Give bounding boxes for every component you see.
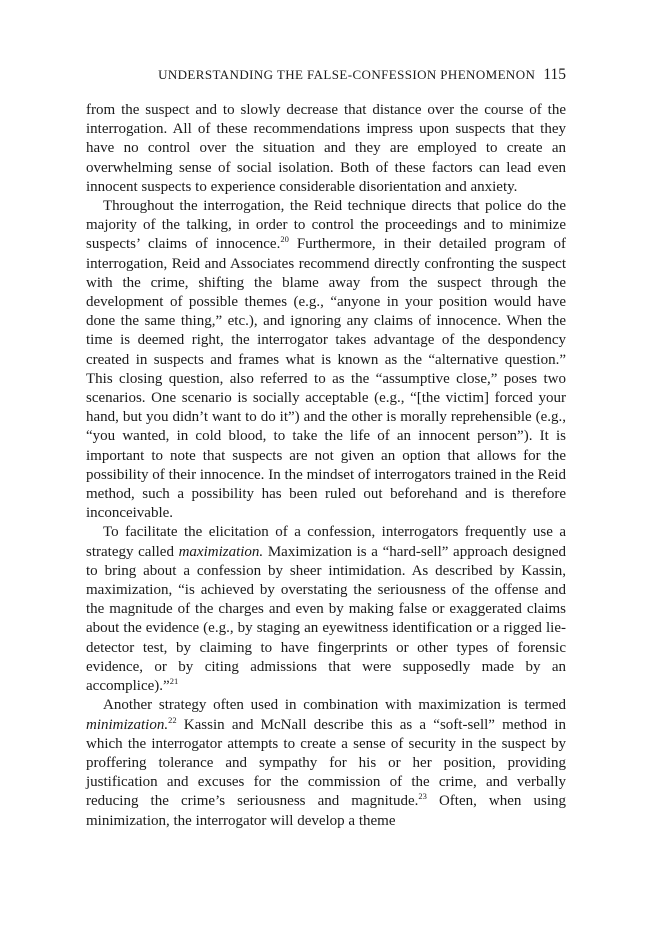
emphasis-term: maximization. [178,543,264,560]
paragraph-continued [86,101,566,197]
paragraph-reid-technique [86,197,566,523]
footnote-ref-22: 22 [168,714,177,725]
footnote-ref-21: 21 [169,676,179,687]
paragraph-text: Maximization is a “hard-sell” approach designed to bring about a confession by sheer intimidation. As described by Kassin, maximization, “is achieved by overstating the seriousness of the offense and the magnitude of the charges and even by making false or exaggerated claims about the evidence (e.g., by staging an eyewitness identification or a rigged lie-detector test, by claiming to have fingerprints or other types of forensic evidence, or by citing admissions that were supposedly made by an accomplice).” [86,543,566,695]
paragraph-text: Throughout the interrogation, the Reid technique directs that police do the majority of the talking, in order to control the proceedings and to minimize suspects’ claims of innocence. [86,198,566,253]
paragraph-text: To facilitate the elicitation of a confession, interrogators frequently use a strategy called [86,524,566,560]
paragraph-maximization [86,523,566,696]
body-text [86,101,566,831]
paragraph-text: Furthermore, in their detailed program of interrogation, Reid and Associates recommend directly confronting the suspect with the crime, shifting the blame away from the suspect through the development of possible themes (e.g., “anyone in your position would have done the same thing,” etc.), and ignoring any claims of innocence. When the time is deemed right, the interrogator takes advantage of the despondency created in suspects and frames what is known as the “alternative question.” This closing question, also referred to as the “assumptive close,” poses two scenarios. One scenario is socially acceptable (e.g., “[the victim] forced your hand, but you didn’t want to do it”) and the other is morally reprehensible (e.g., “you wanted, in cold blood, to take the life of an innocent person”). It is important to note that suspects are not given an option that allows for the possibility of their innocence. In the mindset of interrogators trained in the Reid method, such a possibility has been ruled out beforehand and is therefore inconceivable. [86,236,566,522]
page-number: 115 [543,66,566,83]
running-head [86,66,566,84]
paragraph-text: Often, when using minimization, the interrogator will develop a theme [86,793,566,829]
emphasis-term: minimization. [86,716,169,733]
footnote-ref-20: 20 [280,234,289,245]
running-title: UNDERSTANDING THE FALSE-CONFESSION PHENOMENON [158,67,536,82]
paragraph-minimization [86,696,566,830]
footnote-ref-23: 23 [418,791,427,802]
paragraph-text: Kassin and McNall describe this as a “soft-sell” method in which the interrogator attempts to create a sense of security in the suspect by proffering tolerance and sympathy for his or her position, providing justification and excuses for the commission of the crime, and verbally reducing the crime’s seriousness and magnitude. [86,716,566,810]
paragraph-text: from the suspect and to slowly decrease that distance over the course of the interrogation. All of these recommendations impress upon suspects that they have no control over the situation and they are employed to create an overwhelming sense of social isolation. Both of these factors can lead even innocent suspects to experience considerable disorientation and anxiety. [86,102,566,195]
paragraph-text: Another strategy often used in combination with maximization is termed [103,697,566,714]
